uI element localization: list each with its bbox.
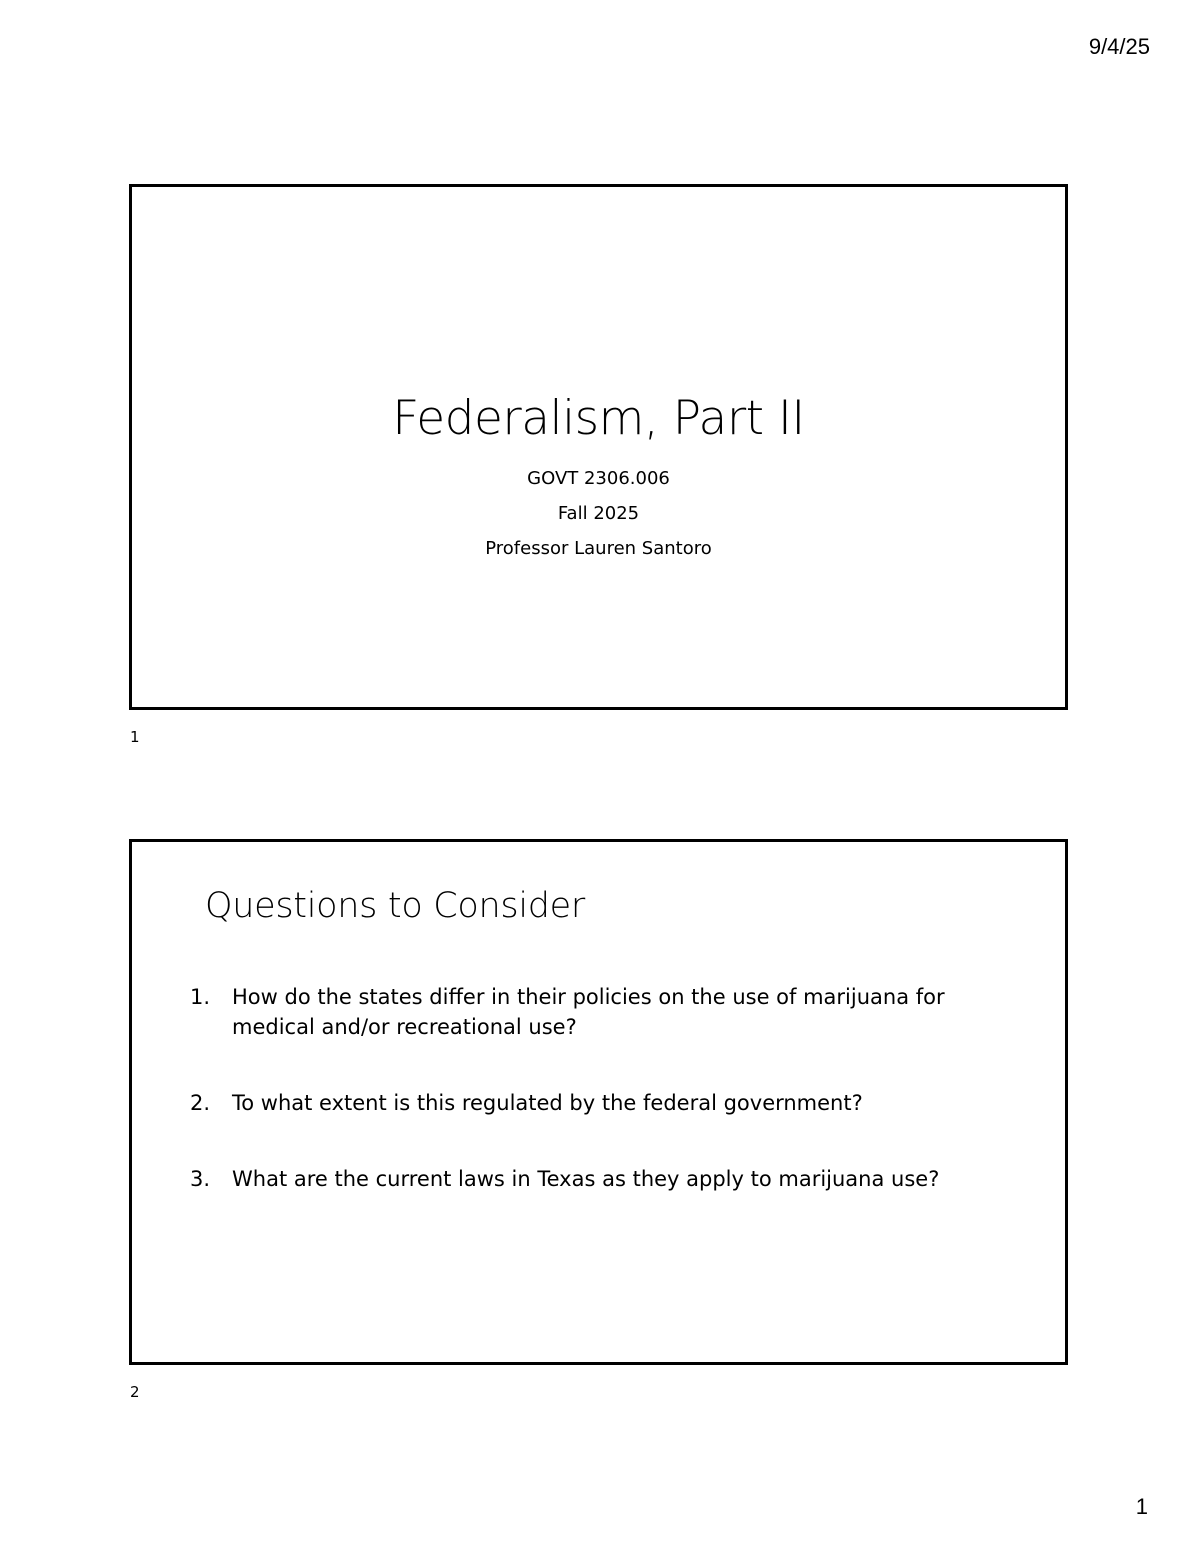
slide-1: [129, 184, 1068, 710]
page-date: 9/4/25: [1088, 34, 1150, 59]
question-list: [190, 982, 1010, 1240]
slide-heading: Questions to Consider: [205, 886, 585, 926]
list-number: 2.: [190, 1091, 211, 1115]
term: Fall 2025: [557, 503, 640, 524]
slide-number: 2: [130, 1383, 140, 1401]
slide-title: Federalism, Part II: [392, 391, 805, 446]
instructor: Professor Lauren Santoro: [485, 538, 712, 559]
list-number: 1.: [190, 985, 211, 1009]
list-text: What are the current laws in Texas as they apply to marijuana use?: [232, 1167, 940, 1191]
page-number: 1: [1135, 1494, 1148, 1519]
slide-subtitle: [132, 461, 1065, 566]
list-item: [190, 982, 1010, 1042]
slide-number: 1: [130, 728, 140, 746]
title-block: [132, 389, 1065, 566]
list-text: How do the states differ in their policies on the use of marijuana for medical and/or recreational use?: [232, 985, 945, 1039]
list-number: 3.: [190, 1167, 211, 1191]
list-item: [190, 1164, 1010, 1194]
list-text: To what extent is this regulated by the federal government?: [232, 1091, 863, 1115]
course-code: GOVT 2306.006: [527, 468, 670, 489]
list-item: [190, 1088, 1010, 1118]
slide-2: [129, 839, 1068, 1365]
